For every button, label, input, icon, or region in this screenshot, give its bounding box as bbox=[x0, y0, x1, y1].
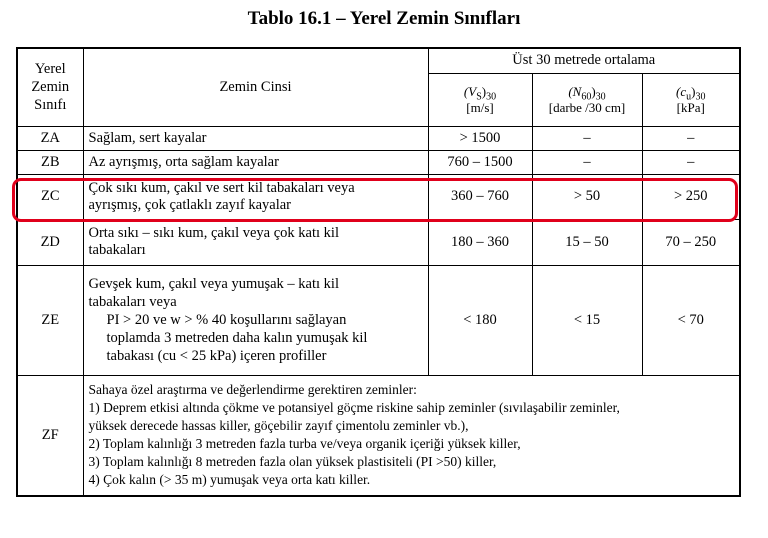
row-class: ZD bbox=[17, 219, 83, 265]
row-cu: > 250 bbox=[642, 174, 740, 219]
table-row-zf bbox=[17, 375, 740, 496]
row-type: Gevşek kum, çakıl veya yumuşak – katı kil tabakaları veya PI > 20 ve w > % 40 koşullarını sağlayan toplamda 3 metreden daha kalın yumuşak kil tabakası (cu < 25 kPa) içeren profiller bbox=[83, 265, 428, 375]
table-row-ze bbox=[17, 265, 740, 375]
soil-class-table bbox=[16, 47, 741, 497]
row-class: ZE bbox=[17, 265, 83, 375]
row-n60: – bbox=[532, 126, 642, 150]
header-cu: $(c_u)_{30}$ [kPa] bbox=[642, 73, 740, 126]
header-class: Yerel Zemin Sınıfı bbox=[17, 48, 83, 126]
table-row-zc bbox=[17, 174, 740, 219]
row-vs: 760 – 1500 bbox=[428, 150, 532, 174]
row-type: Çok sıkı kum, çakıl ve sert kil tabakaları veya ayrışmış, çok çatlaklı zayıf kayalar bbox=[83, 174, 428, 219]
row-cu: 70 – 250 bbox=[642, 219, 740, 265]
row-vs: 180 – 360 bbox=[428, 219, 532, 265]
row-type: Az ayrışmış, orta sağlam kayalar bbox=[83, 150, 428, 174]
row-class: ZB bbox=[17, 150, 83, 174]
row-n60: < 15 bbox=[532, 265, 642, 375]
table-title: Tablo 16.1 – Yerel Zemin Sınıfları bbox=[247, 8, 521, 29]
header-vs: $(V_S)_{30}$ [m/s] bbox=[428, 73, 532, 126]
row-type: Sağlam, sert kayalar bbox=[83, 126, 428, 150]
header-row-1 bbox=[17, 48, 740, 73]
row-type: Orta sıkı – sıkı kum, çakıl veya çok katı kil tabakaları bbox=[83, 219, 428, 265]
row-n60: – bbox=[532, 150, 642, 174]
table-row-zb bbox=[17, 150, 740, 174]
row-n60: > 50 bbox=[532, 174, 642, 219]
row-class: ZC bbox=[17, 174, 83, 219]
row-class: ZA bbox=[17, 126, 83, 150]
header-n60: $(N_{60})_{30}$ [darbe /30 cm] bbox=[532, 73, 642, 126]
row-n60: 15 – 50 bbox=[532, 219, 642, 265]
row-vs: > 1500 bbox=[428, 126, 532, 150]
row-type-zf: Sahaya özel araştırma ve değerlendirme gerektiren zeminler: 1) Deprem etkisi altında çökme ve potansiyel göçme riskine sahip zeminler (sıvılaşabilir zeminler, yüksek derecede hassas killer, göçebilir zayıf çimentolu zeminler vb.), 2) Toplam kalınlığı 3 metreden fazla turba ve/veya organik içeriği yüksek killer, 3) Toplam kalınlığı 8 metreden fazla olan yüksek plastisiteli (PI >50) killer, 4) Çok kalın (> 35 m) yumuşak veya orta katı killer. bbox=[83, 375, 740, 496]
row-class: ZF bbox=[17, 375, 83, 496]
table-row-zd bbox=[17, 219, 740, 265]
row-cu: < 70 bbox=[642, 265, 740, 375]
row-cu: – bbox=[642, 150, 740, 174]
header-average: Üst 30 metrede ortalama bbox=[428, 48, 740, 73]
row-vs: 360 – 760 bbox=[428, 174, 532, 219]
row-vs: < 180 bbox=[428, 265, 532, 375]
table-row-za bbox=[17, 126, 740, 150]
row-cu: – bbox=[642, 126, 740, 150]
header-type: Zemin Cinsi bbox=[83, 48, 428, 126]
